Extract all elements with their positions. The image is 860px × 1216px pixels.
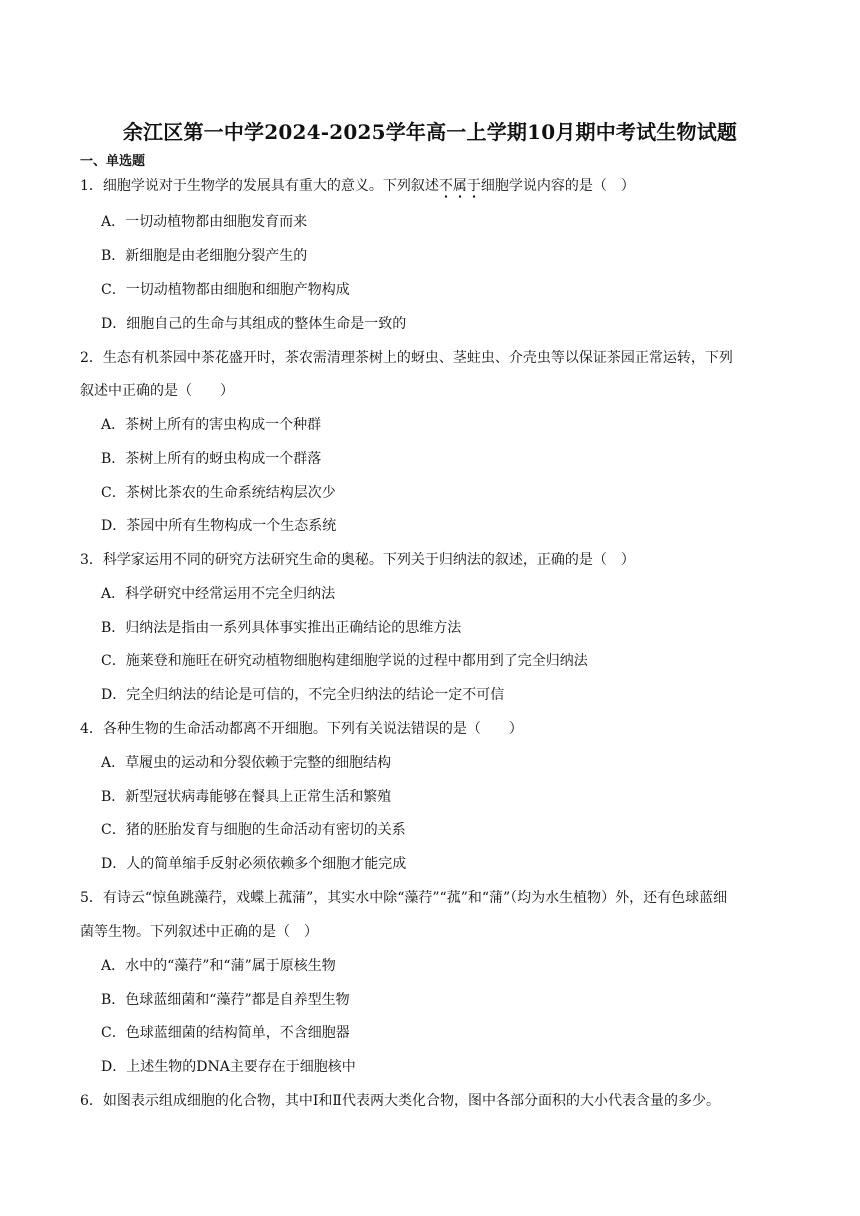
question-1-option-c[interactable]: C．一切动植物都由细胞和细胞产物构成	[101, 282, 350, 298]
question-2-option-d[interactable]: D．茶园中所有生物构成一个生态系统	[101, 518, 337, 534]
question-5-option-d[interactable]: D．上述生物的DNA主要存在于细胞核中	[101, 1059, 356, 1075]
question-2-option-c[interactable]: C．茶树比茶农的生命系统结构层次少	[101, 485, 336, 501]
question-1-stem-post: 细胞学说内容的是（ ）	[480, 178, 635, 194]
question-1-option-d[interactable]: D．细胞自己的生命与其组成的整体生命是一致的	[101, 316, 407, 332]
question-1-stem	[80, 176, 635, 196]
question-2-stem-line-2: 叙述中正确的是（ ）	[80, 383, 234, 399]
question-5-option-a[interactable]: A．水中的“藻荇”和“蒲”属于原核生物	[101, 958, 336, 974]
question-3-stem: 3．科学家运用不同的研究方法研究生命的奥秘。下列关于归纳法的叙述，正确的是（ ）	[80, 552, 635, 568]
question-3-option-a[interactable]: A．科学研究中经常运用不完全归纳法	[101, 586, 336, 602]
question-6-stem: 6．如图表示组成细胞的化合物，其中Ⅰ和Ⅱ代表两大类化合物，图中各部分面积的大小代表含量的多少。	[80, 1093, 720, 1109]
question-5-option-b[interactable]: B．色球蓝细菌和“藻荇”都是自养型生物	[101, 992, 350, 1008]
exam-title: 余江区第一中学2024-2025学年高一上学期10月期中考试生物试题	[122, 120, 738, 144]
question-4-option-a[interactable]: A．草履虫的运动和分裂依赖于完整的细胞结构	[101, 755, 392, 771]
question-2-stem-line-1: 2．生态有机茶园中茶花盛开时，茶农需清理茶树上的蚜虫、茎蛀虫、介壳虫等以保证茶园正常运转，下列	[80, 350, 733, 366]
question-2-option-a[interactable]: A．茶树上所有的害虫构成一个种群	[101, 417, 322, 433]
question-1-option-b[interactable]: B．新细胞是由老细胞分裂产生的	[101, 248, 308, 264]
question-5-option-c[interactable]: C．色球蓝细菌的结构简单，不含细胞器	[101, 1025, 350, 1041]
question-4-option-b[interactable]: B．新型冠状病毒能够在餐具上正常生活和繁殖	[101, 789, 392, 805]
section-heading: 一、单选题	[80, 154, 146, 169]
question-4-option-c[interactable]: C．猪的胚胎发育与细胞的生命活动有密切的关系	[101, 822, 406, 838]
question-3-option-d[interactable]: D．完全归纳法的结论是可信的，不完全归纳法的结论一定不可信	[101, 687, 505, 703]
question-1-stem-pre: 1．细胞学说对于生物学的发展具有重大的意义。下列叙述	[80, 178, 439, 194]
question-2-option-b[interactable]: B．茶树上所有的蚜虫构成一个群落	[101, 451, 322, 467]
question-1-emphasis: 不属于	[438, 178, 481, 194]
question-5-stem-line-2: 菌等生物。下列叙述中正确的是（ ）	[80, 924, 318, 940]
question-3-option-b[interactable]: B．归纳法是指由一系列具体事实推出正确结论的思维方法	[101, 620, 462, 636]
question-3-option-c[interactable]: C．施莱登和施旺在研究动植物细胞构建细胞学说的过程中都用到了完全归纳法	[101, 653, 588, 669]
question-4-option-d[interactable]: D．人的简单缩手反射必须依赖多个细胞才能完成	[101, 856, 407, 872]
question-1-option-a[interactable]: A．一切动植物都由细胞发育而来	[101, 214, 308, 230]
question-4-stem: 4．各种生物的生命活动都离不开细胞。下列有关说法错误的是（ ）	[80, 721, 523, 737]
question-5-stem-line-1: 5．有诗云“惊鱼跳藻荇，戏蝶上菰蒲”，其实水中除“藻荇”“菰”和“蒲”（均为水生植物）外，还有色球蓝细	[80, 890, 728, 906]
